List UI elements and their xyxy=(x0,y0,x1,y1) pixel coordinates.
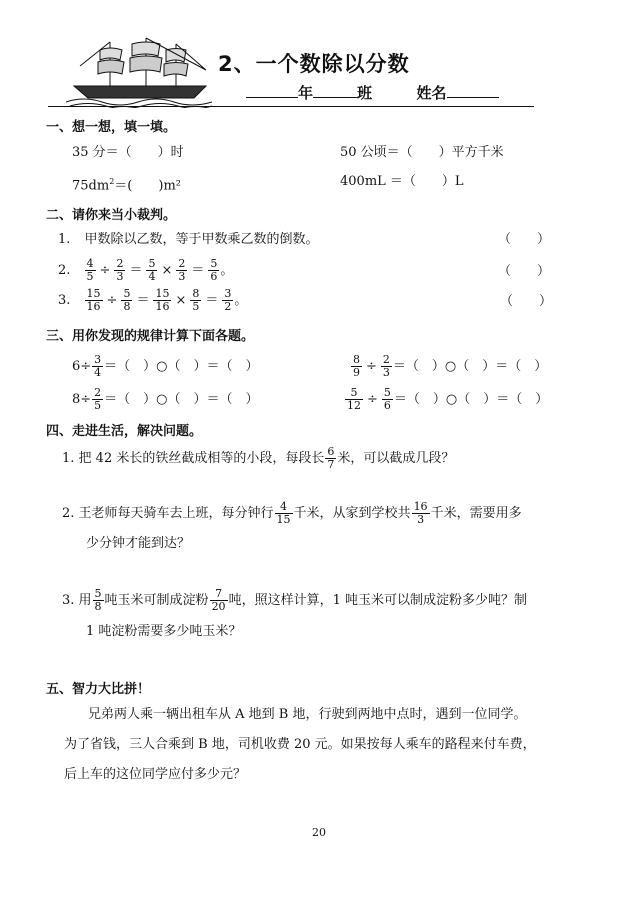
s5-line-2: 为了省钱，三人合乘到 B 地，司机收费 20 元。如果按每人乘车的路程来付车费， xyxy=(64,737,536,752)
s3-a xyxy=(72,354,259,379)
s2-q2-frac-4 xyxy=(176,258,187,283)
denominator: 3 xyxy=(116,270,124,283)
numerator: 5 xyxy=(148,257,156,270)
year-label: 年 xyxy=(298,84,314,102)
s2-q2-num: 2. xyxy=(58,263,71,278)
class-name-line xyxy=(246,82,499,103)
denominator: 5 xyxy=(192,300,200,313)
numerator: 5 xyxy=(123,287,131,300)
numerator: 5 xyxy=(210,257,218,270)
period: 。 xyxy=(220,263,234,278)
denominator: 4 xyxy=(94,366,102,379)
s3-c-frac-1 xyxy=(351,354,362,379)
s3-b xyxy=(72,387,259,412)
s4-p1-text-b: 米，可以截成几段？ xyxy=(337,451,455,466)
s4-problem-2 xyxy=(62,501,522,526)
numerator: 5 xyxy=(94,587,102,600)
s4-p1-frac xyxy=(325,446,336,471)
denominator: 8 xyxy=(94,600,102,613)
section-1-title: 一、想一想，填一填。 xyxy=(46,120,177,135)
s1-q3-sup: 2 xyxy=(109,177,115,186)
s2-q1 xyxy=(58,230,319,250)
s2-q3-judge[interactable]: （ ） xyxy=(500,294,553,309)
s2-q2-judge[interactable]: （ ） xyxy=(498,264,551,279)
denominator: 3 xyxy=(417,513,425,526)
s1-q1: 35 分＝（ ）时 xyxy=(72,145,184,160)
s4-p3-text-c: 吨，照这样计算，1 吨玉米可以制成淀粉多少吨？制 xyxy=(228,593,527,608)
denominator: 8 xyxy=(123,300,131,313)
s2-q2-frac-5 xyxy=(208,258,219,283)
numerator: 8 xyxy=(192,287,200,300)
s2-q2-frac-1 xyxy=(85,258,96,283)
numerator: 4 xyxy=(275,501,293,514)
s2-q3-frac-4 xyxy=(190,288,201,313)
s2-q3-frac-1 xyxy=(85,288,103,313)
class-label: 班 xyxy=(357,84,373,102)
section-4-title: 四、走进生活，解决问题。 xyxy=(46,424,203,439)
s2-q3-num: 3. xyxy=(58,293,71,308)
s3-c: $\frac{8}{9}$ ÷ $\frac{2}{3}$ ＝（ ）○（ ）＝（ ） xyxy=(353,353,548,379)
denominator: 4 xyxy=(148,270,156,283)
s2-q1-judge[interactable]: （ ） xyxy=(498,232,551,247)
s3-b-pre: 8÷ xyxy=(72,392,92,407)
s2-q2: 2. $\frac{4}{5}$ ÷ $\frac{2}{3}$ ＝ $\frac{5}{4}$ × $\frac{2}{3}$ ＝ $\frac{5}{6}$ 。 xyxy=(58,257,234,283)
s3-d-frac-2 xyxy=(382,387,393,412)
denominator: 2 xyxy=(224,300,232,313)
s5-line-1: 兄弟两人乘一辆出租车从 A 地到 B 地，行驶到两地中点时，遇到一位同学。 xyxy=(88,707,527,722)
numerator: 5 xyxy=(383,386,391,399)
denominator: 3 xyxy=(382,366,390,379)
s1-q3-pre: 75dm xyxy=(72,178,110,194)
denominator: 3 xyxy=(178,270,186,283)
s4-p3-frac-1 xyxy=(93,588,104,613)
s3-c-tail: ＝（ ）○（ ）＝（ ） xyxy=(392,359,548,374)
s2-q1-num: 1. xyxy=(58,232,71,247)
s4-p2-frac-2 xyxy=(412,501,430,526)
s2-q1-text: 甲数除以乙数，等于甲数乘乙数的倒数。 xyxy=(84,232,319,247)
s4-p2-text-d: 少分钟才能到达？ xyxy=(86,536,191,551)
year-blank[interactable] xyxy=(246,83,298,98)
s3-b-tail: ＝（ ）○（ ）＝（ ） xyxy=(104,392,259,407)
s4-p1-text-a: 1. 把 42 米长的铁丝截成相等的小段，每段长 xyxy=(62,451,325,466)
s4-p2-text-a: 2. 王老师每天骑车去上班，每分钟行 xyxy=(62,506,274,521)
name-blank[interactable] xyxy=(447,83,499,98)
numerator: 16 xyxy=(413,500,428,513)
s1-q2: 50 公顷＝（ ）平方千米 xyxy=(340,145,504,160)
denominator: 20 xyxy=(211,600,226,613)
s1-q3 xyxy=(72,172,181,196)
s4-p2-text-c: 千米，需要用多 xyxy=(430,506,522,521)
s1-q4: 400mL ＝（ ）L xyxy=(340,174,464,189)
numerator: 3 xyxy=(94,353,102,366)
denominator: 9 xyxy=(353,366,360,379)
section-2-title: 二、请你来当小裁判。 xyxy=(46,208,177,223)
numerator: 15 xyxy=(86,287,101,300)
numerator: 5 xyxy=(345,387,363,400)
class-blank[interactable] xyxy=(313,83,357,98)
period: 。 xyxy=(234,293,248,308)
numerator: 8 xyxy=(353,353,360,366)
s2-q2-frac-3 xyxy=(146,258,157,283)
s2-q3-frac-3 xyxy=(153,288,171,313)
s4-p2-frac-1 xyxy=(275,501,293,526)
s4-p3-text-a: 3. 用 xyxy=(62,593,92,608)
s4-problem-3 xyxy=(62,588,527,613)
header-divider xyxy=(48,106,534,107)
name-label: 姓名 xyxy=(416,84,447,102)
s3-d-tail: ＝（ ）○（ ）＝（ ） xyxy=(393,392,549,407)
s3-d-frac-1 xyxy=(345,387,363,412)
numerator: 7 xyxy=(210,588,228,601)
denominator: 15 xyxy=(276,513,291,526)
numerator: 6 xyxy=(327,445,335,458)
numerator: 2 xyxy=(382,353,390,366)
numerator: 2 xyxy=(178,257,186,270)
numerator: 4 xyxy=(86,257,94,270)
s2-q3: 3. $\frac{15}{16}$ ÷ $\frac{5}{8}$ ＝ $\frac{15}{16}$ × $\frac{8}{5}$ ＝ $\frac{3}{2}$ 。 xyxy=(58,287,248,313)
numerator: 2 xyxy=(116,257,124,270)
denominator: 6 xyxy=(383,399,391,412)
s3-d: $\frac{5}{12}$ ÷ $\frac{5}{6}$ ＝（ ）○（ ）＝（ ） xyxy=(347,386,549,412)
s3-a-pre: 6÷ xyxy=(72,359,92,374)
page-title: 2、一个数除以分数 xyxy=(218,52,410,76)
section-3-title: 三、用你发现的规律计算下面各题。 xyxy=(46,329,255,344)
s4-p3-frac-2 xyxy=(210,588,228,613)
s2-q3-frac-2 xyxy=(121,288,132,313)
denominator: 16 xyxy=(155,300,170,313)
ship-illustration xyxy=(66,36,214,108)
numerator: 2 xyxy=(94,386,102,399)
denominator: 7 xyxy=(327,458,335,471)
page-number: 20 xyxy=(312,826,326,839)
denominator: 6 xyxy=(210,270,218,283)
section-5-title: 五、智力大比拼！ xyxy=(46,682,151,697)
denominator: 5 xyxy=(94,399,102,412)
numerator: 15 xyxy=(155,287,170,300)
s5-line-3: 后上车的这位同学应付多少元？ xyxy=(64,767,247,782)
denominator: 16 xyxy=(86,300,101,313)
s4-problem-1 xyxy=(62,446,454,471)
s3-a-frac xyxy=(92,354,103,379)
s4-p2-text-b: 千米，从家到学校共 xyxy=(293,506,411,521)
s2-q2-frac-2 xyxy=(114,258,125,283)
numerator: 3 xyxy=(224,287,232,300)
denominator: 12 xyxy=(347,399,361,412)
s3-b-frac xyxy=(92,387,103,412)
s3-c-frac-2 xyxy=(381,354,392,379)
s2-q3-frac-5 xyxy=(222,288,233,313)
denominator: 5 xyxy=(86,270,94,283)
s1-q3-post: ＝( )m² xyxy=(114,178,181,194)
s4-p3-text-d: 1 吨淀粉需要多少吨玉米？ xyxy=(86,624,242,639)
s4-p3-text-b: 吨玉米可制成淀粉 xyxy=(104,593,209,608)
s3-a-tail: ＝（ ）○（ ）＝（ ） xyxy=(104,359,259,374)
